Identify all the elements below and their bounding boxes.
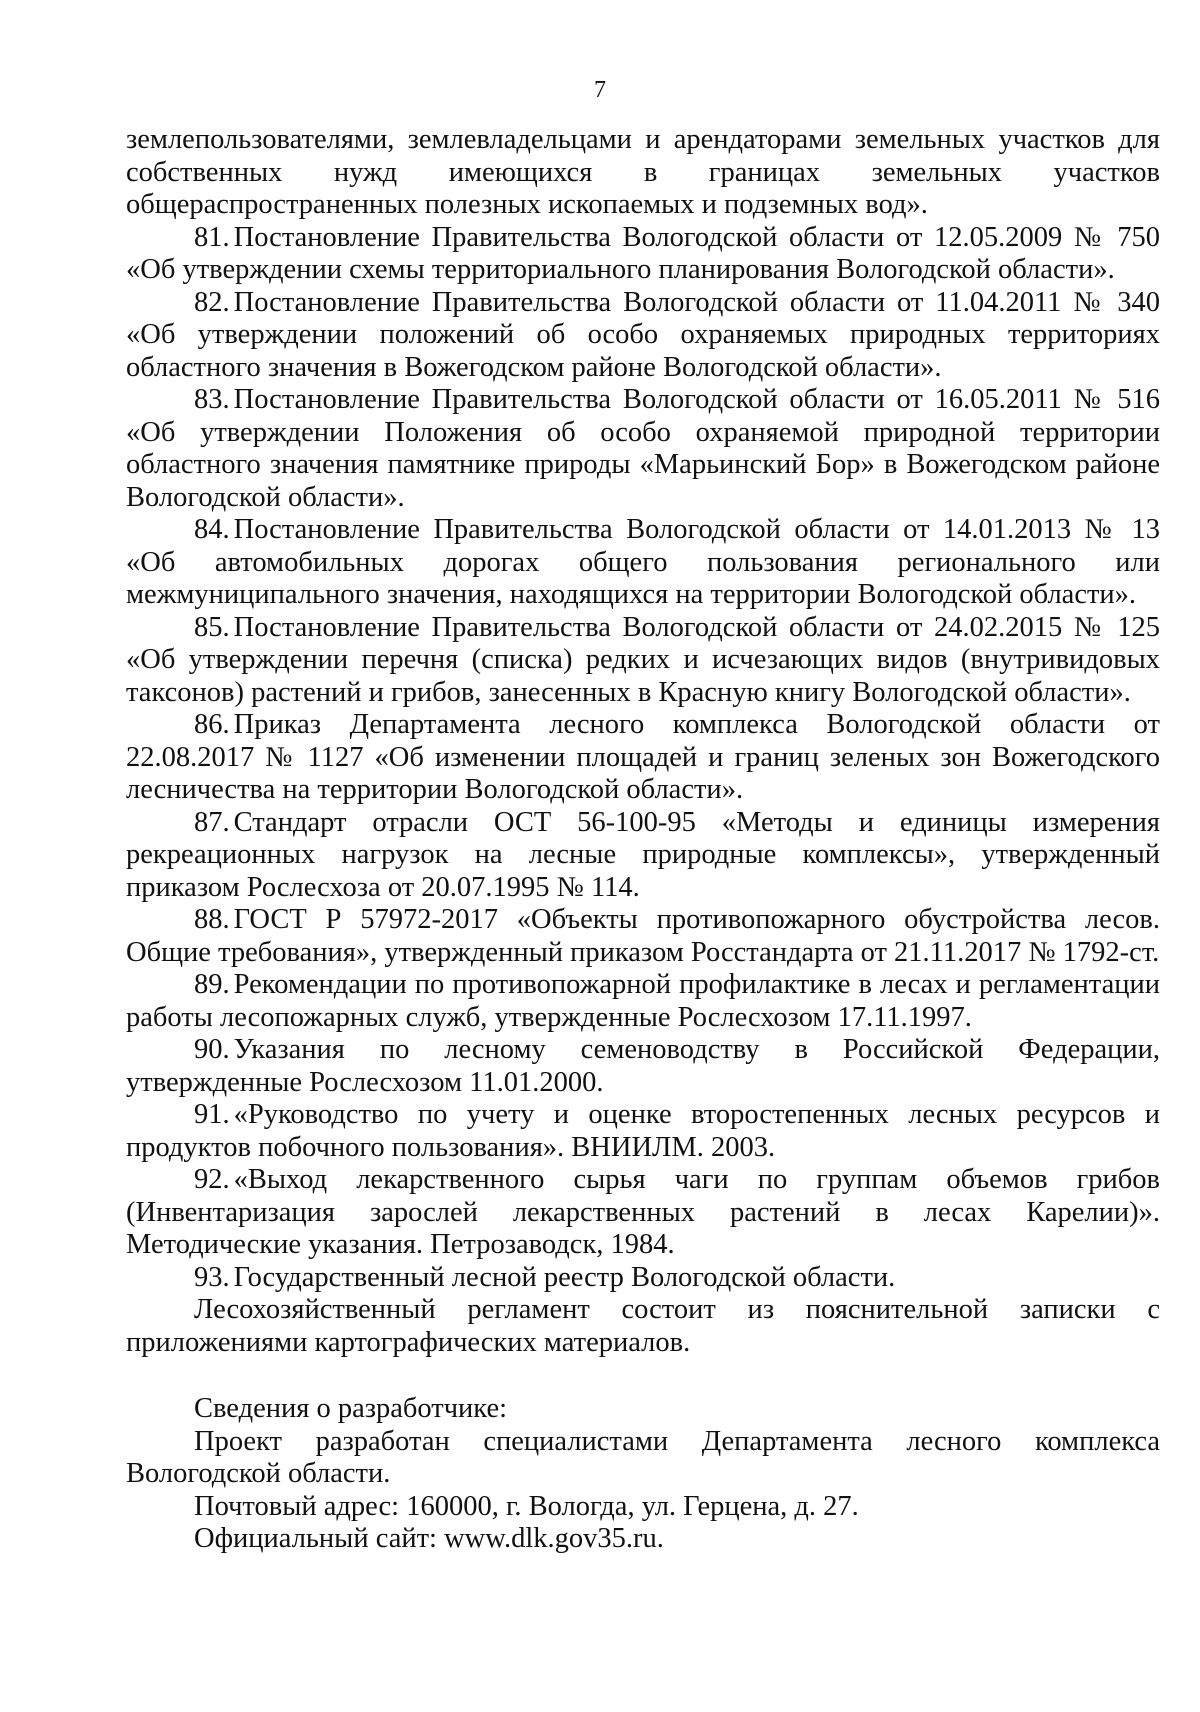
list-item — [126, 969, 1160, 1034]
developer-heading: Сведения о разработчике: — [194, 1393, 508, 1424]
list-item-number: 90. — [194, 1034, 230, 1065]
list-item-text: «Выход лекарственного сырья чаги по группам объемов грибов (Инвентаризация зарослей лекарственных растений в лесах Карелии)». Методические указания. Петрозаводск, 1984. — [126, 1164, 1160, 1260]
list-item-number: 83. — [194, 384, 230, 415]
list-item-text: Постановление Правительства Вологодской области от 12.05.2009 № 750 «Об утверждении схемы территориального планирования Вологодской области». — [126, 221, 1160, 285]
document-body — [126, 124, 1160, 1556]
list-item — [126, 709, 1160, 807]
list-item-text: Указания по лесному семеноводству в Российской Федерации, утвержденные Рослесхозом 11.01.2000. — [126, 1034, 1160, 1098]
list-item-text: Стандарт отрасли ОСТ 56-100-95 «Методы и единицы измерения рекреационных нагрузок на лесные природные комплексы», утвержденный приказом Рослесхоза от 20.07.1995 № 114. — [126, 806, 1160, 903]
list-item-number: 91. — [194, 1099, 230, 1130]
list-item-number: 82. — [194, 286, 230, 318]
list-item-number: 84. — [194, 514, 230, 545]
intro-continuation: землепользователями, землевладельцами и арендаторами земельных участков для собственных нужд имеющихся в границах земельных участков общераспространенных полезных ископаемых и подземных вод». — [126, 124, 1160, 220]
list-item — [126, 1262, 1160, 1295]
list-item — [126, 904, 1160, 969]
list-item-number: 87. — [194, 806, 230, 838]
list-item-text: Государственный лесной реестр Вологодской области. — [233, 1261, 896, 1293]
list-item-text: Постановление Правительства Вологодской области от 14.01.2013 № 13 «Об автомобильных дорогах общего пользования регионального или межмуниципального значения, находящихся на территории Вологодской области». — [126, 514, 1160, 610]
list-item-text: ГОСТ Р 57972-2017 «Объекты противопожарного обустройства лесов. Общие требования», утвержденный приказом Росстандарта от 21.11.2017 № 1792-ст. — [126, 904, 1160, 968]
list-item-number: 89. — [194, 969, 230, 1000]
list-item — [126, 1099, 1160, 1164]
list-item — [126, 514, 1160, 612]
list-item — [126, 1164, 1160, 1262]
list-item — [126, 287, 1160, 385]
list-item — [126, 612, 1160, 710]
page-number: 7 — [594, 77, 606, 103]
closing-paragraph: Лесохозяйственный регламент состоит из пояснительной записки с приложениями картографических материалов. — [126, 1294, 1160, 1358]
list-item-number: 88. — [194, 904, 230, 935]
developer-project-text: Проект разработан специалистами Департамента лесного комплекса Вологодской области. — [126, 1425, 1160, 1489]
list-item-number: 92. — [194, 1164, 230, 1195]
list-item — [126, 222, 1160, 287]
list-item-number: 81. — [194, 221, 230, 253]
list-item-text: Постановление Правительства Вологодской области от 24.02.2015 № 125 «Об утверждении перечня (списка) редких и исчезающих видов (внутривидовых таксонов) растений и грибов, занесенных в Красную книгу Вологодской области». — [126, 611, 1160, 708]
list-item — [126, 384, 1160, 514]
developer-postal-address: Почтовый адрес: 160000, г. Вологда, ул. Герцена, д. 27. — [194, 1490, 859, 1522]
list-item-text: Постановление Правительства Вологодской области от 16.05.2011 № 516 «Об утверждении Положения об особо охраняемой природной территории областного значения памятнике природы «Марьинский Бор» в Вожегодском районе Вологодской области». — [126, 384, 1160, 513]
developer-website: Официальный сайт: www.dlk.gov35.ru. — [194, 1523, 664, 1554]
list-item-number: 93. — [194, 1261, 230, 1293]
list-item-text: Приказ Департамента лесного комплекса Вологодской области от 22.08.2017 № 1127 «Об изменении площадей и границ зеленых зон Вожегодского лесничества на территории Вологодской области». — [126, 709, 1160, 805]
list-item-text: Постановление Правительства Вологодской области от 11.04.2011 № 340 «Об утверждении положений об особо охраняемых природных территориях областного значения в Вожегодском районе Вологодской области». — [126, 286, 1160, 383]
list-item-number: 86. — [194, 709, 230, 740]
list-item — [126, 1034, 1160, 1099]
list-item-text: Рекомендации по противопожарной профилактике в лесах и регламентации работы лесопожарных служб, утвержденные Рослесхозом 17.11.1997. — [126, 969, 1160, 1033]
list-item-number: 85. — [194, 611, 230, 643]
list-item-text: «Руководство по учету и оценке второстепенных лесных ресурсов и продуктов побочного пользования». ВНИИЛМ. 2003. — [126, 1099, 1160, 1163]
list-item — [126, 807, 1160, 905]
